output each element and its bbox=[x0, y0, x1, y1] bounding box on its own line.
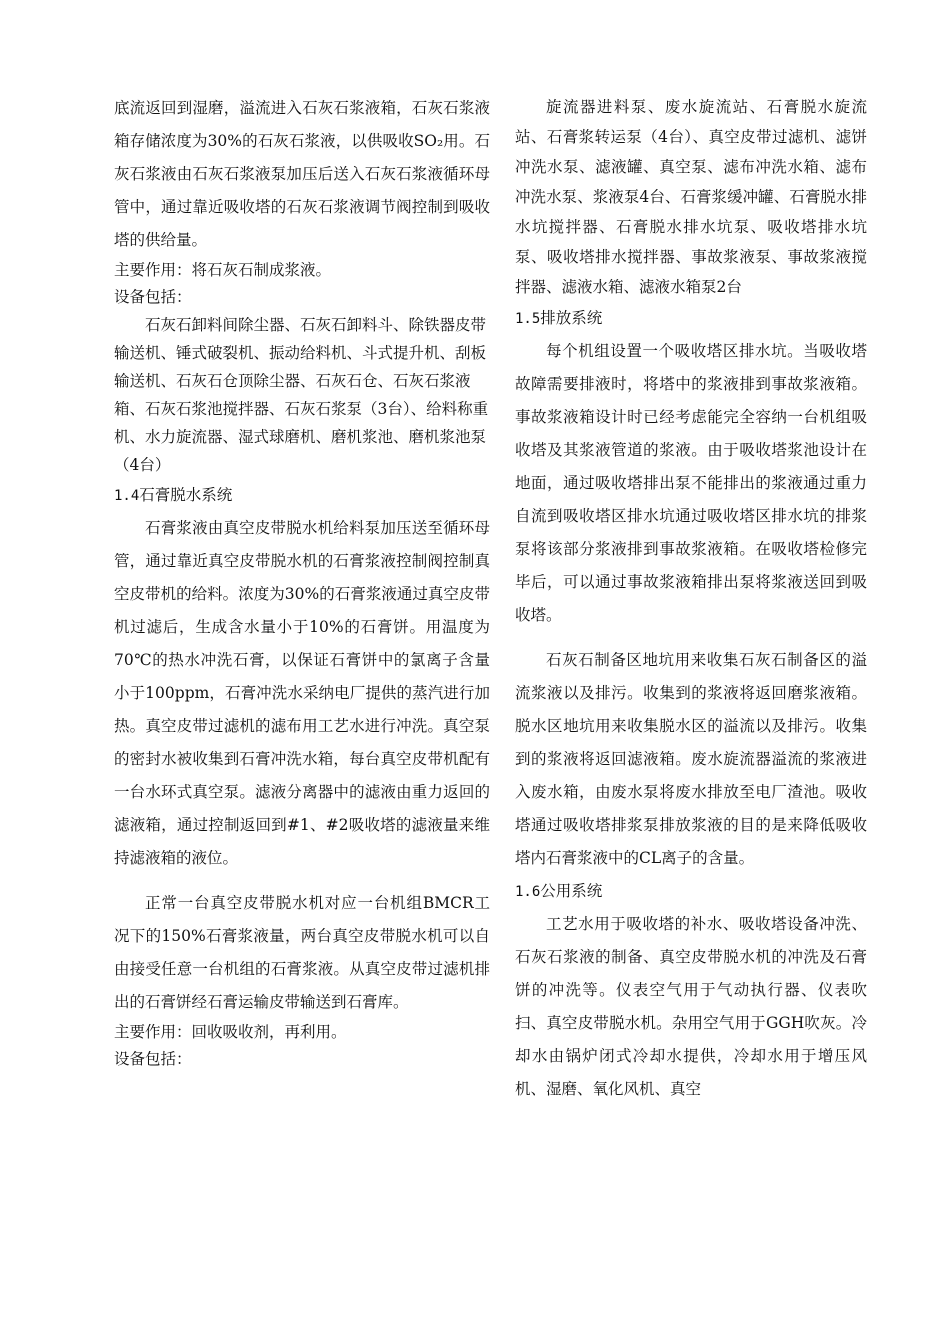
left-column bbox=[114, 92, 490, 1073]
equipment-list-gypsum: 旋流器进料泵、废水旋流站、石膏脱水旋流站、石膏浆转运泵（4台）、真空皮带过滤机、滤饼冲洗水泵、滤液罐、真空泵、滤布冲洗水箱、滤布冲洗水泵、浆液泵4台、石膏浆缓冲罐、石膏脱水排水坑搅拌器、石膏脱水排水坑泵、吸收塔排水坑泵、吸收塔排水搅拌器、事故浆液泵、事故浆液搅拌器、滤液水箱、滤液水箱泵2台 bbox=[515, 98, 867, 296]
paragraph-utilities: 工艺水用于吸收塔的补水、吸收塔设备冲洗、石灰石浆液的制备、真空皮带脱水机的冲洗及石膏饼的冲洗等。仪表空气用于气动执行器、仪表吹扫、真空皮带脱水机。杂用空气用于GGH吹灰。冷却水由锅炉闭式冷却水提供，冷却水用于增压风机、湿磨、氧化风机、真空 bbox=[515, 915, 867, 1098]
section-heading-1-4: 1.4石膏脱水系统 bbox=[114, 486, 233, 504]
paragraph-vacuum-belt: 正常一台真空皮带脱水机对应一台机组BMCR工况下的150%石膏浆液量，两台真空皮带脱水机可以自由接受任意一台机组的石膏浆液。从真空皮带过滤机排出的石膏饼经石膏运输皮带输送到石膏库。 bbox=[114, 894, 490, 1011]
paragraph-discharge-absorber: 每个机组设置一个吸收塔区排水坑。当吸收塔故障需要排液时，将塔中的浆液排到事故浆液箱。事故浆液箱设计时已经考虑能完全容纳一台机组吸收塔及其浆液管道的浆液。由于吸收塔浆池设计在地面，通过吸收塔排出泵不能排出的浆液通过重力自流到吸收塔区排水坑通过吸收塔区排水坑的排浆泵将该部分浆液排到事故浆液箱。在吸收塔检修完毕后，可以通过事故浆液箱排出泵将浆液送回到吸收塔。 bbox=[515, 342, 867, 624]
paragraph-discharge-pits: 石灰石制备区地坑用来收集石灰石制备区的溢流浆液以及排污。收集到的浆液将返回磨浆液箱。脱水区地坑用来收集脱水区的溢流以及排污。收集到的浆液将返回滤液箱。废水旋流器溢流的浆液进入废水箱，由废水泵将废水排放至电厂渣池。吸收塔通过吸收塔排浆泵排放浆液的目的是来降低吸收塔内石膏浆液中的CL离子的含量。 bbox=[515, 651, 867, 867]
paragraph-gypsum-dewatering: 石膏浆液由真空皮带脱水机给料泵加压送至循环母管，通过靠近真空皮带脱水机的石膏浆液控制阀控制真空皮带机的给料。浓度为30%的石膏浆液通过真空皮带机过滤后，生成含水量小于10%的石膏饼。用温度为70℃的热水冲洗石膏，以保证石膏饼中的氯离子含量小于100ppm，石膏冲洗水采纳电厂提供的蒸汽进行加热。真空皮带过滤机的滤布用工艺水进行冲洗。真空泵的密封水被收集到石膏冲洗水箱，每台真空皮带机配有一台水环式真空泵。滤液分离器中的滤液由重力返回的滤液箱，通过控制返回到#1、#2吸收塔的滤液量来维持滤液箱的液位。 bbox=[114, 519, 490, 867]
section-heading-1-6: 1.6公用系统 bbox=[515, 882, 603, 900]
right-column bbox=[515, 92, 867, 1106]
section-heading-1-5: 1.5排放系统 bbox=[515, 309, 603, 327]
main-function-gypsum: 主要作用：回收吸收剂，再利用。 bbox=[114, 1023, 347, 1041]
main-function-limestone: 主要作用：将石灰石制成浆液。 bbox=[114, 261, 332, 279]
equipment-label-gypsum: 设备包括： bbox=[114, 1050, 192, 1068]
paragraph-limestone-slurry: 底流返回到湿磨，溢流进入石灰石浆液箱，石灰石浆液箱存储浓度为30%的石灰石浆液，以供吸收SO₂用。石灰石浆液由石灰石浆液泵加压后送入石灰石浆液循环母管中，通过靠近吸收塔的石灰石浆液调节阀控制到吸收塔的供给量。 bbox=[114, 99, 490, 249]
equipment-label-limestone: 设备包括： bbox=[114, 288, 192, 306]
equipment-list-limestone: 石灰石卸料间除尘器、石灰石卸料斗、除铁器皮带输送机、锤式破裂机、振动给料机、斗式提升机、刮板输送机、石灰石仓顶除尘器、石灰石仓、石灰石浆液箱、石灰石浆池搅拌器、石灰石浆泵（3台）、给料称重机、水力旋流器、湿式球磨机、磨机浆池、磨机浆池泵（4台） bbox=[114, 316, 489, 474]
